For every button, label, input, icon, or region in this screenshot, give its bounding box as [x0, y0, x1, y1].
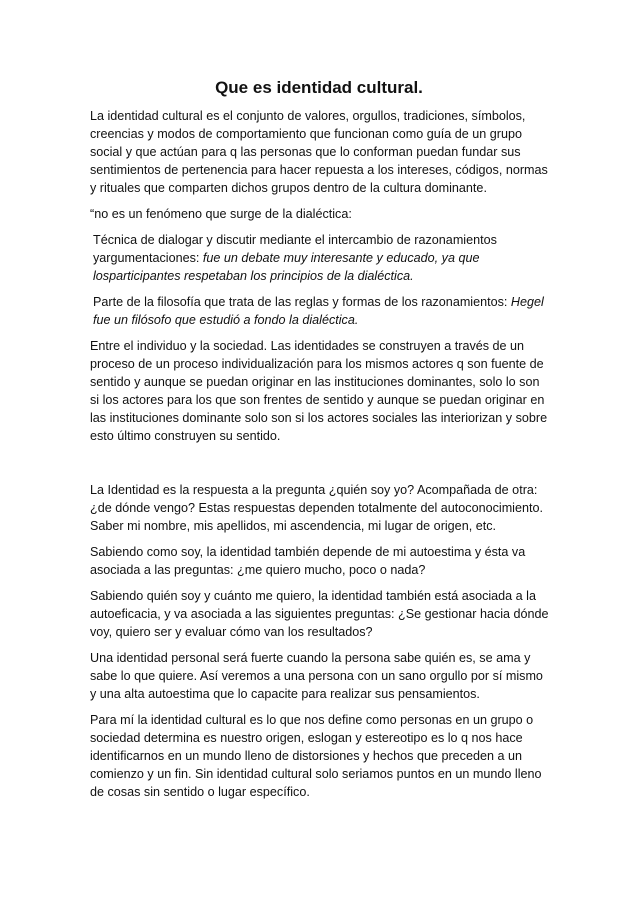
- paragraph-self-efficacy: Sabiendo quién soy y cuánto me quiero, la identidad también está asociada a la autoeficacia, y va asociada a las siguientes preguntas: ¿Se gestionar hacia dónde voy, quiero ser y evaluar cómo van los resultados?: [90, 589, 549, 639]
- paragraph-example: Hegel fue un filósofo que estudió a fondo la dialéctica.: [93, 295, 544, 327]
- paragraph-strong-identity: Una identidad personal será fuerte cuando la persona sabe quién es, se ama y sabe lo que quiere. Así veremos a una persona con un sano orgullo por sí mismo y una alta autoestima que lo capacite para realizar sus pensamientos.: [90, 651, 543, 701]
- paragraph-self-esteem: Sabiendo como soy, la identidad también depende de mi autoestima y ésta va asociada a las preguntas: ¿me quiero mucho, poco o nada?: [90, 545, 526, 577]
- paragraph-who-am-i: La Identidad es la respuesta a la pregunta ¿quién soy yo? Acompañada de otra: ¿de dónde vengo? Estas respuestas dependen totalmente del autoconocimiento. Saber mi nombre, mis apellidos, mi ascendencia, mi lugar de origen, etc.: [90, 483, 543, 533]
- paragraph-definition: La identidad cultural es el conjunto de valores, orgullos, tradiciones, símbolos, creencias y modos de comportamiento que funcionan como guía de un grupo social y que actúan para q las personas que lo conforman puedan fundar sus sentimientos de pertenencia para hacer repuesta a los intereses, códigos, normas y rituales que comparten dichos grupos dentro de la cultura dominante.: [90, 109, 548, 195]
- paragraph-text: Técnica de dialogar y discutir mediante el intercambio de razonamientos yargumentaciones:: [93, 233, 497, 265]
- paragraph-individual-society: Entre el individuo y la sociedad. Las identidades se construyen a través de un proceso de un proceso individualización para los mismos actores q son fuente de sentido y aunque se puedan originar en las instituciones dominantes, solo lo son si los actores para los que son frentes de sentido y aunque se puedan originar en las instituciones dominante solo son si los actores sociales las interiorizan y sobre esto último construyen su sentido.: [90, 339, 548, 443]
- paragraph-dialectic-intro: “no es un fenómeno que surge de la dialéctica:: [90, 207, 352, 221]
- paragraph-example: fue un debate muy interesante y educado, ya que losparticipantes respetaban los principios de la dialéctica.: [93, 251, 480, 283]
- paragraph-dialectic-philosophy: [90, 293, 552, 329]
- page-title: Que es identidad cultural.: [215, 78, 423, 97]
- paragraph-dialectic-technique: [90, 231, 552, 285]
- paragraph-text: Parte de la filosofía que trata de las reglas y formas de los razonamientos:: [93, 295, 511, 309]
- paragraph-conclusion: Para mí la identidad cultural es lo que nos define como personas en un grupo o sociedad determina es nuestro origen, eslogan y estereotipo es lo q nos hace identificarnos en un mundo lleno de distorsiones y hechos que preceden a un comienzo y un fin. Sin identidad cultural solo seriamos puntos en un mundo lleno de cosas sin sentido o lugar específico.: [90, 713, 542, 799]
- document-body: [90, 107, 552, 809]
